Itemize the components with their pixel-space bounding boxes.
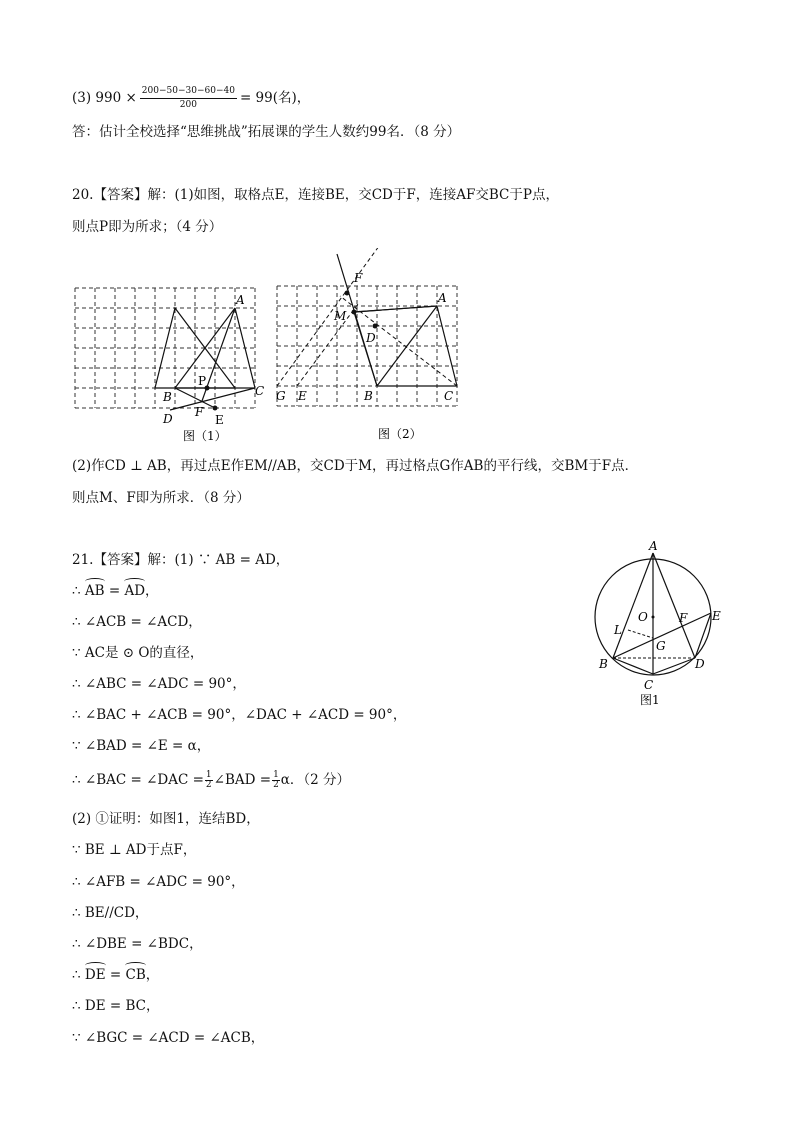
label-b: B [364,389,373,403]
label-d: D [163,412,173,426]
label-o: O [638,610,648,624]
fraction-denominator: 200 [179,100,197,110]
text: ∠BAD = [213,772,272,788]
arc-ad: AD [124,583,146,599]
caption-figure-1: 图（1） [183,429,227,443]
line-q21-step6: ∵ ∠BAD = ∠E = α， [72,738,211,754]
text: = [104,583,125,599]
label-f: F [679,611,688,625]
dashed-line-g [277,248,382,386]
label-f: F [354,271,363,285]
line-q21-step13: ∴ DE = BC， [72,998,160,1014]
point-f [345,291,350,296]
label-p: P [198,374,207,388]
fraction-numerator: 200−50−30−60−40 [140,86,237,99]
line-q21-step1 [72,581,159,601]
line-q21-step3: ∵ AC是 ⊙ O的直径， [72,645,204,661]
label-b: B [599,657,608,671]
line-q21-step4: ∴ ∠ABC = ∠ADC = 90°， [72,676,246,692]
line-q21-step11: ∴ ∠DBE = ∠BDC， [72,936,203,952]
label-c: C [444,389,454,403]
label-l: L [614,623,622,637]
fraction [205,771,213,790]
fraction [140,86,237,111]
dashed-line-cd [340,296,457,386]
fraction-numerator: 1 [273,770,279,780]
fraction-denominator: 2 [273,780,279,790]
grid-figure-1 [70,280,270,445]
label-e: E [215,413,224,427]
caption-figure-3: 图1 [640,693,660,707]
point-m [352,310,357,315]
fraction [272,771,280,790]
text: = [105,967,126,983]
line-q20-result2: 则点M、F即为所求．（8 分） [72,490,250,506]
grid-figure-2 [270,248,470,445]
line-q21-step7 [72,770,350,790]
text: α．（2 分） [280,772,351,788]
line-q21-step14: ∵ ∠BGC = ∠ACD = ∠ACB， [72,1030,265,1046]
arc-cb: CB [125,967,146,983]
label-c: C [644,678,654,692]
line-q21-step8: ∵ BE ⊥ AD于点F， [72,842,197,858]
arc-ab: AB [84,583,105,599]
fraction-numerator: 1 [205,770,212,780]
line-answer-19: 答：估计全校选择“思维挑战”拓展课的学生人数约99名．（8 分） [72,124,461,140]
text: ， [145,583,159,599]
label-d: D [366,331,376,345]
text: ∴ ∠BAC = ∠DAC = [72,772,204,788]
label-a: A [649,540,658,553]
text: ， [145,967,160,983]
grid-lines [277,286,457,406]
center-dot [652,616,655,619]
dashed-segment-lg [628,630,653,638]
label-a: A [236,293,245,307]
line-q21-step5: ∴ ∠BAC + ∠ACB = 90°，∠DAC + ∠ACD = 90°， [72,707,407,723]
fraction-denominator: 2 [205,780,212,790]
arc-de: DE [84,967,106,983]
label-f: F [195,405,204,419]
label-e: E [298,389,307,403]
line-q21-part2: (2) ①证明：如图1，连结BD， [72,811,260,827]
line-q21-heading: 21.【答案】解：(1) ∵ AB = AD， [72,552,290,568]
label-g: G [276,389,286,403]
label-b: B [163,390,172,404]
line-q20-heading: 20.【答案】解：(1)如图，取格点E，连接BE，交CD于F，连接AF交BC于P点， [72,187,559,203]
label-d: D [695,657,705,671]
circle-figure [585,540,735,710]
line-q20-part2: (2)作CD ⊥ AB，再过点E作EM//AB，交CD于M，再过格点G作AB的平行线，交BM于F点． [72,458,639,474]
label-g: G [656,639,666,653]
text: ∴ [72,967,85,983]
label-e: E [712,609,721,623]
line-q21-step9: ∴ ∠AFB = ∠ADC = 90°， [72,874,245,890]
label-m: M [334,309,347,323]
text: (3) 990 × [72,90,137,106]
text: = 99(名)， [239,90,311,106]
line-q21-step2: ∴ ∠ACB = ∠ACD， [72,614,202,630]
label-a: A [438,291,447,305]
text: ∴ [72,583,85,599]
line-q20-result1: 则点P即为所求；（4 分） [72,219,223,235]
point-d [373,324,378,329]
line-q21-step10: ∴ BE//CD， [72,905,149,921]
line-q21-step12 [72,965,159,985]
caption-figure-2: 图（2） [378,427,422,441]
label-c: C [255,384,265,398]
line-part3 [72,86,310,111]
point-e [213,406,218,411]
segment-am [354,306,437,312]
